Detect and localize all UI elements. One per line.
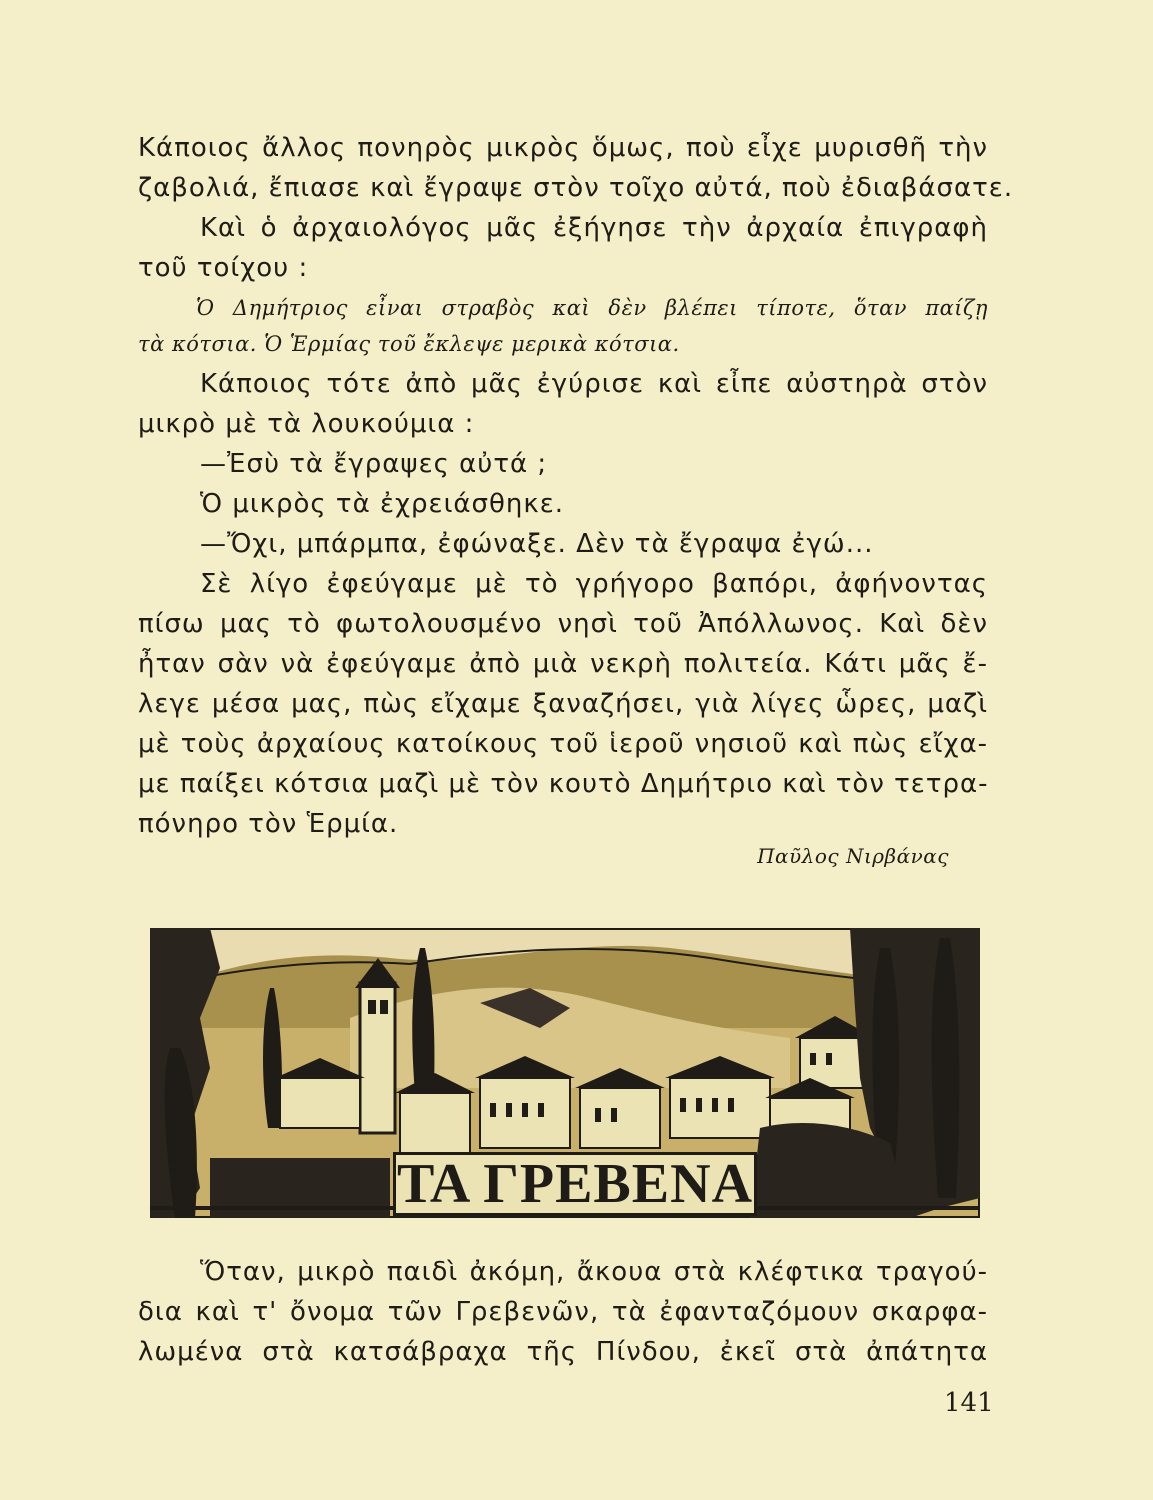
banner-title: ΤΑ ΓΡΕΒΕΝΑ	[393, 1152, 757, 1216]
text-line: ἦταν σὰν νὰ ἐφεύγαμε ἀπὸ μιὰ νεκρὴ πολιτεία. Κάτι μᾶς ἔ-	[138, 649, 988, 679]
text-line: Ὅταν, μικρὸ παιδὶ ἀκόμη, ἄκουα στὰ κλέφτικα τραγού-	[200, 1257, 988, 1287]
text-line: τοῦ τοίχου :	[138, 253, 309, 283]
text-line: δια καὶ τ' ὄνομα τῶν Γρεβενῶν, τὰ ἐφανταζόμουν σκαρφα-	[138, 1297, 988, 1327]
text-top	[138, 128, 1014, 844]
inscription-line: τὰ κότσια. Ὁ Ἑρμίας τοῦ ἔκλεψε μερικὰ κότσια.	[138, 332, 680, 356]
woodcut-illustration	[150, 928, 980, 1218]
text-line: Ὁ μικρὸς τὰ ἐχρειάσθηκε.	[200, 489, 565, 519]
author-signature: Παῦλος Νιρβάνας	[757, 844, 949, 868]
paragraph-group-bottom	[138, 1252, 988, 1372]
text-line: Καὶ ὁ ἀρχαιολόγος μᾶς ἐξήγησε τὴν ἀρχαία ἐπιγραφὴ	[200, 213, 988, 243]
text-line: μικρὸ μὲ τὰ λουκούμια :	[138, 409, 475, 439]
inscription-line: Ὁ Δημήτριος εἶναι στραβὸς καὶ δὲν βλέπει τίποτε, ὅταν παίζῃ	[196, 296, 988, 320]
text-line: λεγε μέσα μας, πὼς εἴχαμε ξαναζήσει, γιὰ λίγες ὧρες, μαζὶ	[138, 689, 988, 719]
inscription-quote	[138, 290, 988, 362]
text-bottom	[138, 1252, 988, 1372]
text-line: πόνηρο τὸν Ἑρμία.	[138, 809, 399, 839]
page-number: 141	[944, 1388, 994, 1418]
text-line: ζαβολιά, ἔπιασε καὶ ἔγραψε στὸν τοῖχο αὐτά, ποὺ ἐδιαβάσατε.	[138, 173, 1014, 203]
paragraph-group-top	[138, 128, 1014, 288]
text-line: —Ἐσὺ τὰ ἔγραψες αὐτά ;	[200, 449, 548, 479]
text-line: —Ὄχι, μπάρμπα, ἐφώναξε. Δὲν τὰ ἔγραψα ἐγώ...	[200, 529, 874, 559]
text-line: μὲ τοὺς ἀρχαίους κατοίκους τοῦ ἱεροῦ νησιοῦ καὶ πὼς εἴχα-	[138, 729, 988, 759]
text-line: Κάποιος ἄλλος πονηρὸς μικρὸς ὅμως, ποὺ εἶχε μυρισθῆ τὴν	[138, 133, 988, 163]
text-line: πίσω μας τὸ φωτολουσμένο νησὶ τοῦ Ἀπόλλωνος. Καὶ δὲν	[138, 609, 988, 639]
paragraph-group-main	[138, 364, 988, 844]
text-line: Κάποιος τότε ἀπὸ μᾶς ἐγύρισε καὶ εἶπε αὐστηρὰ στὸν	[200, 369, 988, 399]
text-line: με παίξει κότσια μαζὶ μὲ τὸν κουτὸ Δημήτριο καὶ τὸν τετρα-	[138, 769, 989, 799]
text-line: λωμένα στὰ κατσάβραχα τῆς Πίνδου, ἐκεῖ στὰ ἀπάτητα	[138, 1337, 988, 1367]
text-line: Σὲ λίγο ἐφεύγαμε μὲ τὸ γρήγορο βαπόρι, ἀφήνοντας	[200, 569, 988, 599]
